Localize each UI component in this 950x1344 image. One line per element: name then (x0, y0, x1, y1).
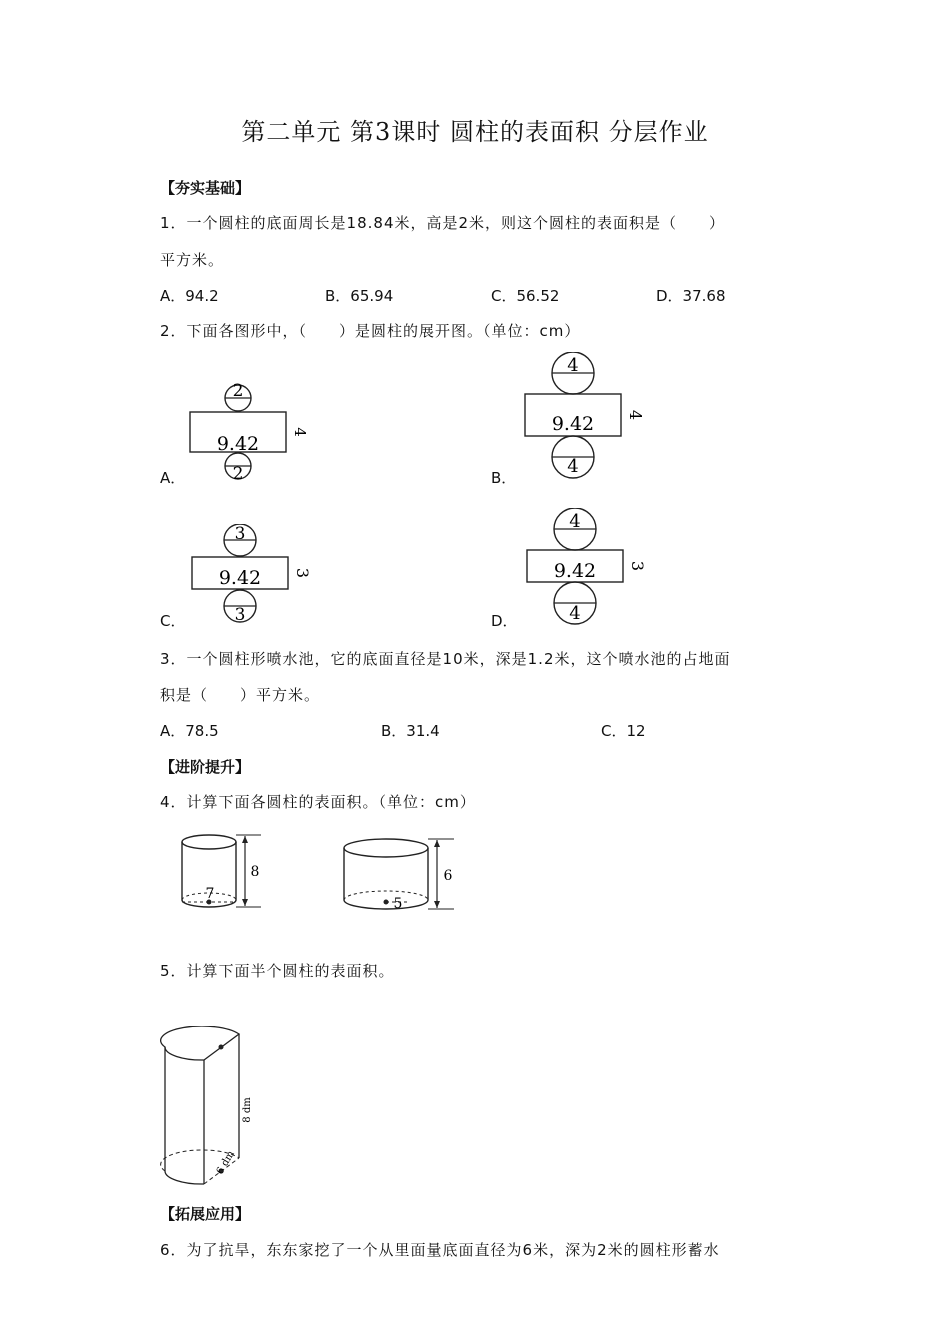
net-figure-c (182, 524, 322, 626)
q3-option-c: C．12 (601, 722, 646, 740)
length-label: 9.42 (218, 567, 262, 589)
half-cylinder-figure (160, 1026, 270, 1186)
diameter-label: 7 (205, 886, 215, 902)
length-label: 9.42 (553, 560, 597, 582)
q3-option-a: A．78.5 (160, 722, 219, 740)
q1-option-b: B．65.94 (325, 287, 394, 305)
q2-label-d: D． (491, 612, 518, 630)
q1-option-a: A．94.2 (160, 287, 219, 305)
height-label: 3 (293, 567, 312, 579)
height-label: 8 (250, 864, 260, 880)
q2-label-b: B． (491, 469, 517, 487)
radius-label: 5 (393, 896, 403, 912)
height-label: 8 dm (242, 1097, 253, 1123)
top-diameter-label: 4 (569, 511, 581, 532)
bottom-diameter-label: 3 (234, 605, 246, 625)
bottom-diameter-label: 4 (567, 456, 579, 477)
length-label: 9.42 (216, 433, 260, 455)
question-1-line-2: 平方米。 (160, 251, 225, 269)
q1-option-d: D．37.68 (656, 287, 726, 305)
height-label: 4 (291, 427, 309, 437)
bottom-diameter-label: 4 (569, 603, 581, 624)
net-figure-a (180, 378, 320, 484)
section-heading-advanced: 【进阶提升】 (160, 758, 251, 776)
question-1-line-1: 1．一个圆柱的底面周长是18.84米，高是2米，则这个圆柱的表面积是（ ） (160, 214, 726, 232)
height-label: 3 (628, 560, 647, 572)
top-diameter-label: 2 (232, 381, 244, 401)
section-heading-basic: 【夯实基础】 (160, 179, 251, 197)
top-diameter-label: 3 (234, 524, 246, 544)
question-3-line-1: 3．一个圆柱形喷水池，它的底面直径是10米，深是1.2米，这个喷水池的占地面 (160, 650, 731, 668)
bottom-diameter-label: 2 (232, 464, 244, 484)
top-diameter-label: 4 (567, 355, 579, 376)
diameter-label: 6 dm (214, 1148, 237, 1177)
page-title: 第二单元 第3课时 圆柱的表面积 分层作业 (241, 118, 709, 146)
question-4-text: 4．计算下面各圆柱的表面积。（单位：cm） (160, 793, 476, 811)
length-label: 9.42 (551, 413, 595, 435)
q3-option-b: B．31.4 (381, 722, 440, 740)
net-figure-d (517, 508, 657, 628)
cylinder-figure-1 (175, 830, 275, 915)
question-3-line-2: 积是（ ）平方米。 (160, 686, 321, 704)
q1-option-c: C．56.52 (491, 287, 560, 305)
question-5-text: 5．计算下面半个圆柱的表面积。 (160, 962, 395, 980)
section-heading-extension: 【拓展应用】 (160, 1205, 251, 1223)
height-label: 6 (443, 868, 453, 884)
cylinder-figure-2 (338, 836, 468, 916)
net-figure-b (515, 352, 655, 480)
q2-label-a: A． (160, 469, 186, 487)
q2-label-c: C． (160, 612, 186, 630)
question-2-text: 2．下面各图形中，（ ）是圆柱的展开图。（单位：cm） (160, 322, 581, 340)
height-label: 4 (626, 409, 645, 421)
question-6-text: 6．为了抗旱，东东家挖了一个从里面量底面直径为6米，深为2米的圆柱形蓄水 (160, 1241, 720, 1259)
